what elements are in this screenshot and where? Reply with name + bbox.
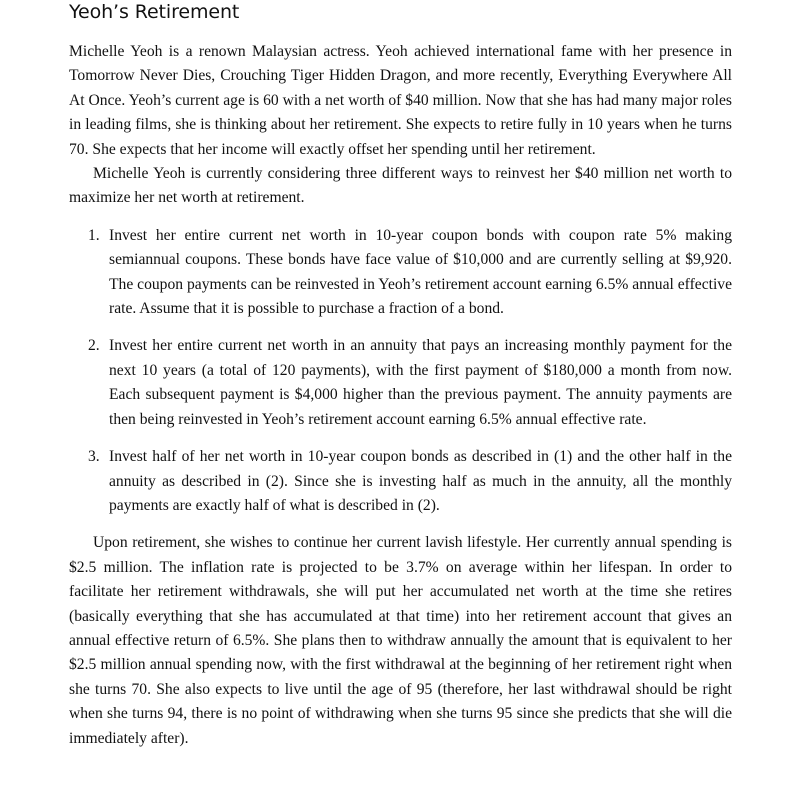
list-item-number: 3. bbox=[88, 448, 100, 466]
intro-paragraph: Michelle Yeoh is currently considering three different ways to reinvest her $40 million net worth to maximize her net worth at retirement. bbox=[69, 165, 732, 207]
list-item-number: 1. bbox=[88, 226, 100, 244]
list-item-text: Invest half of her net worth in 10-year coupon bonds as described in (1) and the other half in the annuity as described in (2). Since she is investing half as much in the annuity, all the monthly payments are exactly half of what is described in (2). bbox=[109, 448, 732, 514]
list-item bbox=[69, 224, 732, 322]
investment-options-list bbox=[69, 224, 732, 518]
document-body bbox=[69, 40, 732, 751]
list-item-text: Invest her entire current net worth in an annuity that pays an increasing monthly payment for the next 10 years (a total of 120 payments), with the first payment of $180,000 a month from now. Each subsequent payment is $4,000 higher than the previous payment. The annuity payments are then being reinvested in Yeoh’s retirement account earning 6.5% annual effective rate. bbox=[109, 337, 732, 428]
list-item-text: Invest her entire current net worth in 10-year coupon bonds with coupon rate 5% making semiannual coupons. These bonds have face value of $10,000 and are currently selling at $9,920. The coupon payments can be reinvested in Yeoh’s retirement account earning 6.5% annual effective rate. Assume that it is possible to purchase a fraction of a bond. bbox=[109, 226, 732, 318]
list-item-number: 2. bbox=[88, 337, 100, 355]
page-title: Yeoh’s Retirement bbox=[69, 1, 240, 23]
intro-paragraph: Michelle Yeoh is a renown Malaysian actress. Yeoh achieved international fame with her presence in Tomorrow Never Dies, Crouching Tiger Hidden Dragon, and more recently, Everything Everywhere All At Once. Yeoh’s current age is 60 with a net worth of $40 million. Now that she has had many major roles in leading films, she is thinking about her retirement. She expects to retire fully in 10 years when he turns 70. She expects that her income will exactly offset her spending until her retirement. bbox=[69, 43, 732, 158]
closing-paragraph: Upon retirement, she wishes to continue her current lavish lifestyle. Her currently annual spending is $2.5 million. The inflation rate is projected to be 3.7% on average within her lifespan. In order to facilitate her retirement withdrawals, she will put her accumulated net worth at the time she retires (basically everything that she has accumulated at that time) into her retirement account that gives an annual effective return of 6.5%. She plans then to withdraw annually the amount that is equivalent to her $2.5 million annual spending now, with the first withdrawal at the beginning of her retirement right when she turns 70. She also expects to live until the age of 95 (therefore, her last withdrawal should be right when she turns 94, there is no point of withdrawing when she turns 95 since she predicts that she will die immediately after). bbox=[69, 534, 732, 747]
list-item bbox=[69, 334, 732, 432]
list-item bbox=[69, 445, 732, 518]
